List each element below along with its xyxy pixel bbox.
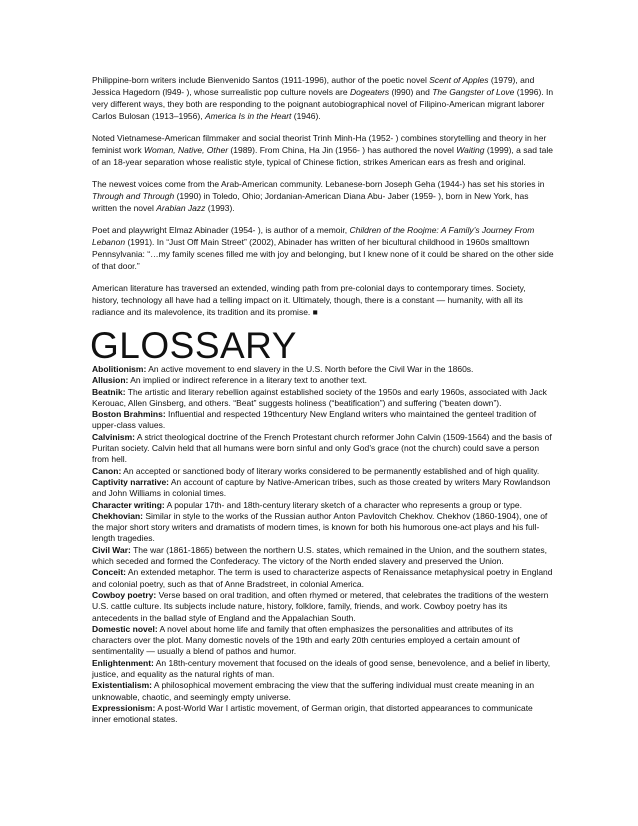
- glossary-entry: [92, 387, 554, 410]
- glossary-entry: [92, 567, 554, 590]
- glossary-term: Existentialism:: [92, 680, 152, 691]
- glossary-entry: [92, 409, 554, 432]
- paragraph-text: (1979), and Jessica Hagedorn (l949- ), whose surrealistic pop culture novels are: [92, 75, 535, 97]
- document-page: [92, 74, 554, 726]
- glossary-list: [92, 364, 554, 726]
- glossary-definition: An account of capture by Native-American tribes, such as those created by writers Mary Rowlandson and John Williams in colonial times.: [92, 476, 551, 499]
- italic-title: Waiting: [456, 145, 485, 155]
- italic-title: Woman, Native, Other: [143, 145, 229, 155]
- body-paragraph: [92, 132, 554, 168]
- glossary-entry: [92, 511, 554, 545]
- paragraph-text: Philippine-born writers include Bienvenido Santos (1911-1996), author of the poetic novel: [92, 75, 430, 85]
- italic-title: America Is in the Heart: [204, 111, 292, 121]
- paragraph-text: The newest voices come from the Arab-American community. Lebanese-born Joseph Geha (1944-) has set his stories in: [92, 179, 545, 189]
- glossary-term: Civil War:: [92, 544, 131, 555]
- glossary-definition: Influential and respected 19thcentury New England writers who maintained the genteel tradition of upper-class values.: [92, 409, 537, 431]
- glossary-entry: [92, 590, 554, 624]
- glossary-term: Conceit:: [92, 567, 126, 578]
- glossary-term: Expressionism:: [92, 702, 156, 713]
- glossary-heading: GLOSSARY: [90, 325, 297, 366]
- paragraph-text: (1946).: [291, 111, 321, 121]
- glossary-definition: A novel about home life and family that often emphasizes the personalities and attributes of its characters over the plot. Many domestic novels of the 19th and early 20th centuries employed a certain amount of sentimentality — usually a blend of pathos and humor.: [92, 623, 520, 657]
- paragraph-text: (1989). From China, Ha Jin (1956- ) has authored the novel: [228, 145, 457, 155]
- body-paragraph: [92, 74, 554, 122]
- glossary-term: Abolitionism:: [92, 364, 147, 374]
- glossary-term: Chekhovian:: [92, 510, 144, 521]
- glossary-definition: A popular 17th- and 18th-century literary sketch of a character who represents a group or type.: [164, 499, 522, 510]
- body-text: [92, 74, 554, 318]
- glossary-entry: [92, 703, 554, 726]
- glossary-definition: The artistic and literary rebellion against established society of the 1950s and early 1960s, associated with Jack Kerouac, Allen Ginsberg, and others. “Beat” suggests holiness (“beatification”) and suffering (“beaten down”).: [92, 386, 547, 408]
- glossary-entry: [92, 624, 554, 658]
- glossary-term: Enlightenment:: [92, 657, 154, 668]
- glossary-definition: A post-World War I artistic movement, of German origin, that distorted appearances to communicate inner emotional states.: [92, 702, 533, 725]
- paragraph-text: (1996). In very different ways, they both are responding to the poignant autobiographical novel of Filipino-American migrant laborer Carlos Bulosan (1913–1956),: [92, 87, 554, 121]
- glossary-definition: Similar in style to the works of the Russian author Anton Pavlovitch Chekhov. Chekhov (1860-1904), one of the major short story writers and dramatists of modern times, is known for both his humorous one-act plays and his full-length tragedies.: [92, 510, 548, 544]
- glossary-term: Domestic novel:: [92, 623, 158, 634]
- glossary-term: Calvinism:: [92, 431, 135, 442]
- glossary-entry: [92, 477, 554, 500]
- body-paragraph: [92, 224, 554, 272]
- glossary-definition: An 18th-century movement that focused on the ideals of good sense, benevolence, and a belief in liberty, justice, and equality as the natural rights of man.: [92, 657, 551, 680]
- paragraph-text: (1991). In “Just Off Main Street” (2002), Abinader has written of her bicultural childhood in 1960s smalltown Pennsylvania: “…my family scenes filled me with joy and belonging, but I knew none of it could be shared on the other side of that door.”: [92, 237, 554, 271]
- paragraph-text: (1999), a sad tale of an 18-year separation whose realistic style, typical of Chinese fiction, strikes American ears as fresh and original.: [92, 145, 553, 167]
- glossary-entry: [92, 545, 554, 568]
- glossary-definition: An extended metaphor. The term is used to characterize aspects of Renaissance metaphysical poetry in England and colonial poetry, such as that of Anne Bradstreet, in colonial America.: [92, 567, 553, 589]
- glossary-term: Cowboy poetry:: [92, 589, 157, 600]
- glossary-definition: Verse based on oral tradition, and often rhymed or metered, that celebrates the traditions of the western U.S. cattle culture. Its subjects include nature, history, folklore, family, friends, and work. Cowboy poetry has its antecedents in the ballad style of England and the Appalachian South.: [92, 589, 549, 623]
- glossary-definition: An active movement to end slavery in the U.S. North before the Civil War in the 1860s.: [146, 364, 474, 374]
- glossary-term: Canon:: [92, 465, 122, 476]
- glossary-entry: [92, 432, 554, 466]
- body-paragraph: [92, 178, 554, 214]
- paragraph-text: Poet and playwright Elmaz Abinader (1954- ), is author of a memoir,: [92, 225, 350, 235]
- paragraph-text: American literature has traversed an extended, winding path from pre-colonial days to contemporary times. Society, history, technology all have had a telling impact on it. Ultimately, though, there is a constant — humanity, with all its radiance and its malevolence, its tradition and its promise. ■: [92, 283, 526, 317]
- glossary-definition: A philosophical movement embracing the view that the suffering individual must create meaning in an unknowable, chaotic, and seemingly empty universe.: [92, 680, 535, 702]
- glossary-entry: [92, 375, 554, 386]
- glossary-definition: An accepted or sanctioned body of literary works considered to be permanently established and of high quality.: [121, 465, 540, 476]
- italic-title: Children of the Roojme: A Family’s Journey From Lebanon: [92, 225, 535, 247]
- italic-title: Dogeaters: [349, 87, 390, 97]
- paragraph-text: Noted Vietnamese-American filmmaker and social theorist Trinh Minh-Ha (1952- ) combines storytelling and theory in her feminist work: [92, 133, 547, 155]
- glossary-term: Beatnik:: [92, 386, 126, 397]
- glossary-term: Boston Brahmins:: [92, 409, 166, 420]
- glossary-entry: [92, 364, 554, 375]
- glossary-entry: [92, 500, 554, 511]
- italic-title: Scent of Apples: [429, 75, 489, 85]
- italic-title: Arabian Jazz: [156, 203, 206, 213]
- glossary-entry: [92, 466, 554, 477]
- glossary-definition: The war (1861-1865) between the northern U.S. states, which remained in the Union, and the southern states, which seceded and formed the Confederacy. The victory of the North ended slavery and preserved the Union.: [92, 544, 548, 567]
- paragraph-text: (l990) and: [389, 87, 433, 97]
- paragraph-text: (1990) in Toledo, Ohio; Jordanian-American Diana Abu- Jaber (1959- ), born in New York, has written the novel: [92, 191, 529, 213]
- paragraph-text: (1993).: [205, 203, 235, 213]
- glossary-definition: An implied or indirect reference in a literary text to another text.: [128, 375, 367, 386]
- body-paragraph: [92, 282, 554, 318]
- glossary-term: Allusion:: [92, 375, 129, 386]
- glossary-definition: A strict theological doctrine of the French Protestant church reformer John Calvin (1509-1564) and the basis of Puritan society. Calvin held that all humans were born sinful and only God’s grace (not the church) could save a person from hell.: [92, 431, 552, 465]
- glossary-entry: [92, 658, 554, 681]
- glossary-term: Character writing:: [92, 499, 165, 510]
- italic-title: Through and Through: [92, 191, 175, 201]
- italic-title: The Gangster of Love: [432, 87, 515, 97]
- glossary-entry: [92, 680, 554, 703]
- glossary-term: Captivity narrative:: [92, 476, 169, 487]
